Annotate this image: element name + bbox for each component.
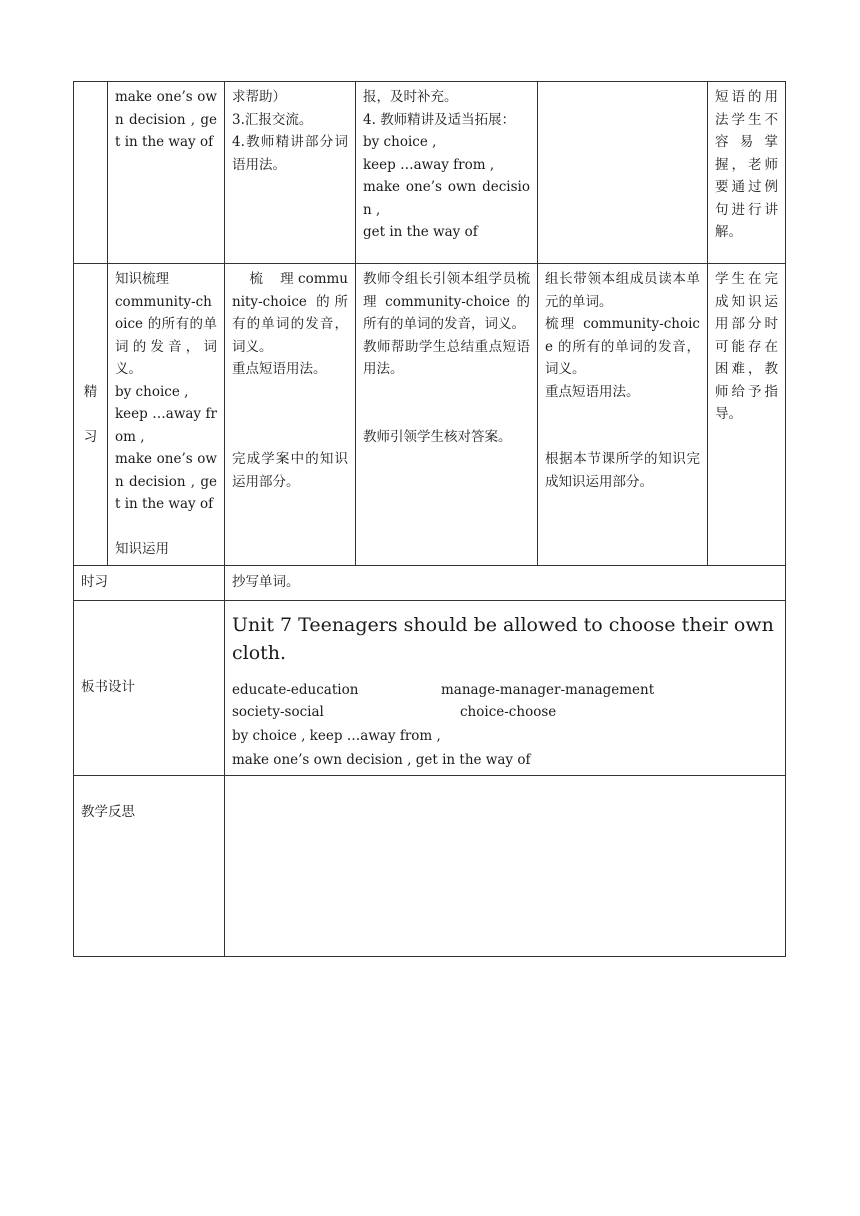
homework-content: 抄写单词。 bbox=[225, 565, 786, 600]
teacher-activity-cell: 教师令组长引领本组学员梳理 community-choice 的所有的单词的发音，词义。 教师帮助学生总结重点短语用法。 教师引领学生核对答案。 bbox=[356, 264, 538, 566]
table-row-homework bbox=[74, 565, 786, 600]
stage-label-cell: 精 习 bbox=[74, 264, 108, 566]
lesson-plan-table bbox=[73, 81, 786, 957]
board-title: Unit 7 Teenagers should be allowed to choose their own cloth. bbox=[232, 613, 774, 664]
reflection-label: 教学反思 bbox=[74, 775, 225, 956]
homework-label: 时习 bbox=[74, 565, 225, 600]
board-word: manage-manager-management bbox=[441, 681, 655, 698]
board-word: choice-choose bbox=[460, 703, 557, 720]
group-activity-cell bbox=[538, 82, 708, 264]
content-cell: 知识梳理 community-choice 的所有的单词的发音，词义。 by choice , keep …away from , make one’s own decision , get in the way of 知识运用 bbox=[108, 264, 225, 566]
table-row bbox=[74, 264, 786, 566]
board-line bbox=[232, 679, 778, 701]
student-activity-cell: 梳 理 community-choice 的所有的单词的发音，词义。 重点短语用法。 完成学案中的知识运用部分。 bbox=[225, 264, 356, 566]
content-cell: make one’s own decision , get in the way of bbox=[108, 82, 225, 264]
note-cell: 学生在完成知识运用部分时可能存在困难，教师给予指导。 bbox=[708, 264, 786, 566]
board-line: make one’s own decision , get in the way of bbox=[232, 751, 531, 768]
board-line: by choice , keep …away from , bbox=[232, 727, 441, 744]
board-line bbox=[232, 701, 778, 723]
table-row-reflection bbox=[74, 775, 786, 956]
teacher-activity-cell: 报，及时补充。 4. 教师精讲及适当拓展： by choice , keep …away from , make one’s own decision , get in the way of bbox=[356, 82, 538, 264]
student-activity-cell: 求帮助） 3.汇报交流。 4.教师精讲部分词语用法。 bbox=[225, 82, 356, 264]
board-word: society-social bbox=[232, 703, 324, 720]
board-design-cell bbox=[225, 600, 786, 775]
board-label: 板书设计 bbox=[74, 600, 225, 775]
group-activity-cell: 组长带领本组成员读本单元的单词。 梳理 community-choice 的所有的单词的发音，词义。 重点短语用法。 根据本节课所学的知识完成知识运用部分。 bbox=[538, 264, 708, 566]
board-word: educate-education bbox=[232, 681, 359, 698]
stage-cell bbox=[74, 82, 108, 264]
table-row bbox=[74, 82, 786, 264]
table-row-board bbox=[74, 600, 786, 775]
note-cell: 短语的用法学生不容易掌握，老师要通过例句进行讲解。 bbox=[708, 82, 786, 264]
reflection-content bbox=[225, 775, 786, 956]
